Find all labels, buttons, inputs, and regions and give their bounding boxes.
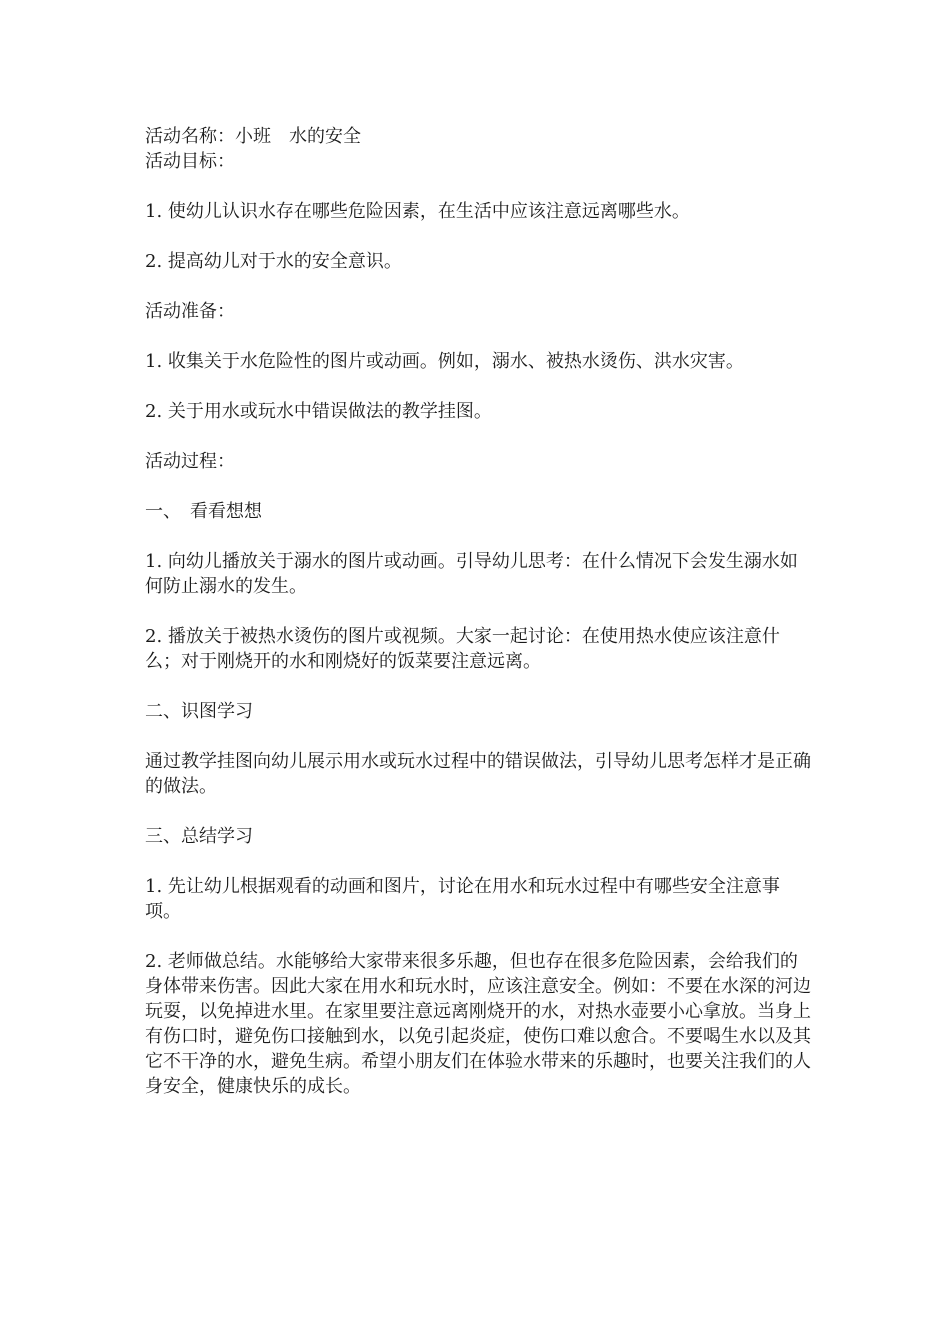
section-1-heading: 一、 看看想想 [145,501,262,522]
prep-heading: 活动准备： [145,301,235,322]
section-3-item-2: 2. 老师做总结。水能够给大家带来很多乐趣，但也存在很多危险因素，会给我们的身体带来伤害。因此大家在用水和玩水时，应该注意安全。例如：不要在水深的河边玩耍，以免掉进水里。在家里要注意远离刚烧开的水，对热水壶要小心拿放。当身上有伤口时，避免伤口接触到水，以免引起炎症，使伤口难以愈合。不要喝生水以及其它不干净的水，避免生病。希望小朋友们在体验水带来的乐趣时，也要关注我们的人身安全，健康快乐的成长。 [145,951,811,1097]
section-1-item-1: 1. 向幼儿播放关于溺水的图片或动画。引导幼儿思考：在什么情况下会发生溺水如何防止溺水的发生。 [145,551,798,597]
process-heading: 活动过程： [145,451,235,472]
section-3-heading: 三、总结学习 [145,826,253,847]
goal-item-1: 1. 使幼儿认识水存在哪些危险因素，在生活中应该注意远离哪些水。 [145,201,690,222]
goal-item-2: 2. 提高幼儿对于水的安全意识。 [145,251,402,272]
prep-item-1: 1. 收集关于水危险性的图片或动画。例如，溺水、被热水烫伤、洪水灾害。 [145,351,744,372]
section-3-item-1: 1. 先让幼儿根据观看的动画和图片，讨论在用水和玩水过程中有哪些安全注意事项。 [145,876,780,922]
prep-item-2: 2. 关于用水或玩水中错误做法的教学挂图。 [145,401,492,422]
section-2-text: 通过教学挂图向幼儿展示用水或玩水过程中的错误做法，引导幼儿思考怎样才是正确的做法。 [145,751,811,797]
section-2-heading: 二、识图学习 [145,701,253,722]
section-1-item-2: 2. 播放关于被热水烫伤的图片或视频。大家一起讨论：在使用热水使应该注意什么；对于刚烧开的水和刚烧好的饭菜要注意远离。 [145,626,780,672]
goals-heading: 活动目标： [145,151,235,172]
document-body [145,124,813,1099]
activity-name: 活动名称：小班 水的安全 [145,126,361,147]
